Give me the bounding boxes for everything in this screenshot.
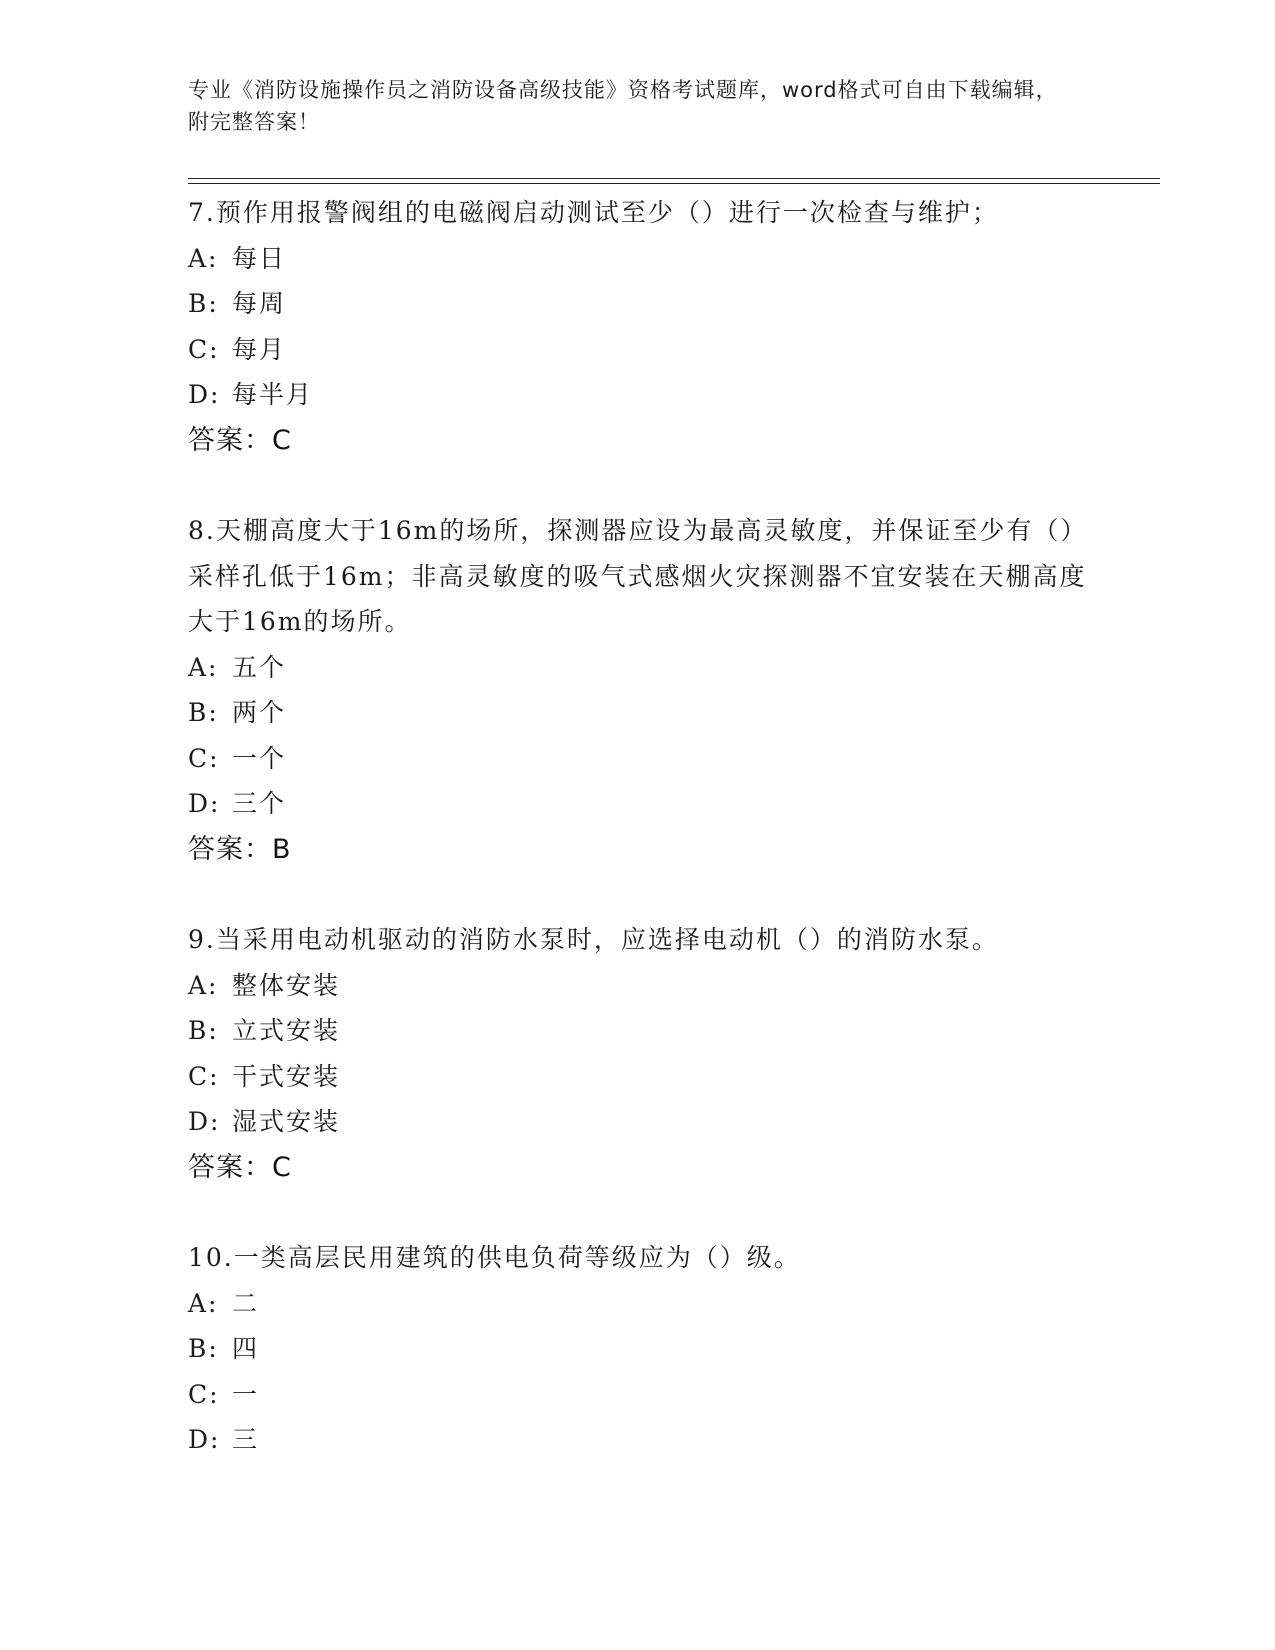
header-note: 专业《消防设施操作员之消防设备高级技能》资格考试题库，word格式可自由下载编辑，附完整答案！ [188, 78, 1058, 134]
option-text: 每日 [232, 243, 287, 273]
option-key: D: [188, 1107, 221, 1136]
option-b [188, 1008, 1088, 1054]
option-key: C: [188, 743, 220, 773]
option-text: 干式安装 [232, 1061, 341, 1091]
option-key: A: [188, 1288, 219, 1318]
option-key: C: [188, 1379, 220, 1409]
option-text: 三个 [232, 789, 287, 818]
option-c [188, 327, 1088, 373]
option-text: 五个 [232, 652, 287, 682]
question-7 [188, 190, 1088, 463]
option-list [188, 645, 1088, 827]
question-text: 8.天棚高度大于16m的场所，探测器应设为最高灵敏度，并保证至少有（）采样孔低于16m；非高灵敏度的吸气式感烟火灾探测器不宜安装在天棚高度大于16m的场所。 [188, 516, 1088, 636]
option-key: B: [188, 698, 219, 727]
option-text: 每月 [232, 334, 287, 364]
option-c [188, 1054, 1088, 1100]
option-text: 四 [232, 1334, 260, 1363]
spacer [188, 463, 1088, 508]
option-list [188, 1281, 1088, 1463]
option-a [188, 645, 1088, 691]
option-text: 每周 [232, 289, 287, 318]
option-key: D: [188, 380, 221, 409]
option-list [188, 236, 1088, 418]
option-d [188, 1417, 1088, 1463]
option-b [188, 1326, 1088, 1372]
question-text: 10.一类高层民用建筑的供电负荷等级应为（）级。 [188, 1243, 801, 1272]
option-key: C: [188, 1061, 220, 1091]
option-key: D: [188, 789, 221, 818]
option-key: C: [188, 334, 220, 364]
question-text: 7.预作用报警阀组的电磁阀启动测试至少（）进行一次检查与维护； [188, 198, 999, 227]
option-text: 湿式安装 [232, 1107, 341, 1136]
option-c [188, 736, 1088, 782]
option-text: 一个 [232, 743, 287, 773]
answer-line: 答案：C [188, 1151, 292, 1183]
option-list [188, 963, 1088, 1145]
option-key: D: [188, 1425, 221, 1454]
option-key: B: [188, 1334, 219, 1363]
header-double-rule [188, 178, 1160, 184]
option-text: 一 [232, 1379, 260, 1409]
option-text: 二 [232, 1288, 260, 1318]
option-text: 两个 [232, 698, 287, 727]
option-d [188, 781, 1088, 827]
option-c [188, 1372, 1088, 1418]
option-key: A: [188, 970, 219, 1000]
question-9 [188, 917, 1088, 1190]
question-text: 9.当采用电动机驱动的消防水泵时，应选择电动机（）的消防水泵。 [188, 925, 999, 954]
answer-line: 答案：C [188, 424, 292, 456]
option-key: B: [188, 1016, 219, 1045]
question-8 [188, 508, 1088, 872]
question-10 [188, 1235, 1088, 1463]
option-key: A: [188, 243, 219, 273]
option-b [188, 690, 1088, 736]
option-d [188, 1099, 1088, 1145]
option-text: 整体安装 [232, 970, 341, 1000]
option-b [188, 281, 1088, 327]
option-text: 三 [232, 1425, 260, 1454]
option-a [188, 236, 1088, 282]
question-list [188, 190, 1088, 1463]
option-key: B: [188, 289, 219, 318]
answer-line: 答案：B [188, 833, 292, 865]
spacer [188, 1190, 1088, 1235]
option-text: 立式安装 [232, 1016, 341, 1045]
option-text: 每半月 [232, 380, 314, 409]
spacer [188, 872, 1088, 917]
option-key: A: [188, 652, 219, 682]
option-a [188, 1281, 1088, 1327]
option-d [188, 372, 1088, 418]
option-a [188, 963, 1088, 1009]
